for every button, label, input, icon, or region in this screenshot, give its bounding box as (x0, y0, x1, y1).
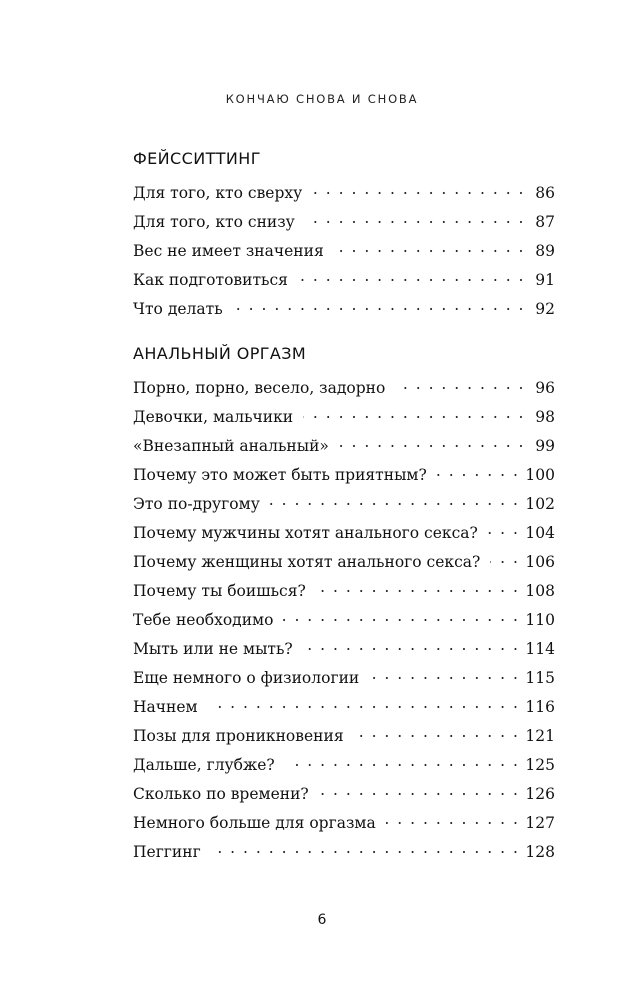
toc-entry-label: Тебе необходимо (133, 610, 274, 629)
toc-entry-page: 89 (535, 241, 555, 260)
toc-entry-page: 96 (535, 378, 555, 397)
toc-entry-page: 128 (525, 842, 555, 861)
toc-entry[interactable] (133, 722, 555, 751)
dot-leader (334, 237, 525, 256)
toc-entry[interactable] (133, 432, 555, 461)
toc-entry-label: Порно, порно, весело, задорно (133, 378, 386, 397)
toc-entry-label: Девочки, мальчики (133, 407, 294, 426)
toc-entry-label: Мыть или не мыть? (133, 639, 293, 658)
dot-leader (369, 664, 519, 683)
toc-entry-label: Еще немного о физиологии (133, 668, 360, 687)
toc-entry[interactable] (133, 780, 555, 809)
dot-leader (285, 751, 520, 770)
toc-entry-label: Почему мужчины хотят анального секса? (133, 523, 478, 542)
toc-entry-page: 127 (525, 813, 555, 832)
toc-entry-page: 86 (535, 183, 555, 202)
toc-entry-label: Почему женщины хотят анального секса? (133, 552, 481, 571)
toc-section-facesitting (133, 148, 555, 324)
toc-entry-page: 108 (525, 581, 555, 600)
toc-entry-page: 121 (525, 726, 555, 745)
toc-entry-page: 114 (525, 639, 555, 658)
toc-entry-label: Для того, кто сверху (133, 183, 303, 202)
toc-section-anal-orgasm (133, 343, 555, 867)
dot-leader (437, 461, 520, 480)
toc-entry-label: Начнем (133, 697, 198, 716)
dot-leader (395, 374, 525, 393)
toc-entry-page: 99 (535, 436, 555, 455)
toc-entry-page: 92 (535, 299, 555, 318)
toc-entry-page: 126 (525, 784, 555, 803)
toc-entry[interactable] (133, 548, 555, 577)
toc-entry-label: Немного больше для оргазма (133, 813, 376, 832)
toc-entry[interactable] (133, 751, 555, 780)
toc-entry[interactable] (133, 606, 555, 635)
running-head: КОНЧАЮ СНОВА И СНОВА (225, 92, 419, 106)
toc-entry-label: Пеггинг (133, 842, 201, 861)
toc-entry-page: 87 (535, 212, 555, 231)
toc-entry-label: Дальше, глубже? (133, 755, 275, 774)
toc-entry[interactable] (133, 266, 555, 295)
toc-entry-page: 110 (525, 610, 555, 629)
dot-leader (303, 635, 520, 654)
toc-entry[interactable] (133, 519, 555, 548)
toc-entry[interactable] (133, 461, 555, 490)
toc-entry[interactable] (133, 179, 555, 208)
toc-entry-label: Вес не имеет значения (133, 241, 324, 260)
toc-entry-label: Позы для проникновения (133, 726, 344, 745)
toc-entry[interactable] (133, 374, 555, 403)
toc-entry-label: Это по-другому (133, 494, 260, 513)
dot-leader (316, 577, 520, 596)
dot-leader (208, 693, 520, 712)
dot-leader (312, 179, 525, 198)
dot-leader (354, 722, 520, 741)
dot-leader (339, 432, 525, 451)
toc-entry-page: 91 (535, 270, 555, 289)
dot-leader (305, 208, 525, 227)
toc-entry[interactable] (133, 693, 555, 722)
section-title: ФЕЙССИТТИНГ (133, 149, 261, 168)
toc-entry[interactable] (133, 664, 555, 693)
toc-entry-page: 102 (525, 494, 555, 513)
dot-leader (270, 490, 520, 509)
dot-leader (386, 809, 520, 828)
toc-entry[interactable] (133, 403, 555, 432)
dot-leader (233, 295, 525, 314)
toc-entry-page: 106 (525, 552, 555, 571)
toc-entry[interactable] (133, 635, 555, 664)
toc-entry-label: Для того, кто снизу (133, 212, 295, 231)
toc-entry-label: Как подготовиться (133, 270, 288, 289)
dot-leader (488, 519, 520, 538)
toc-entry[interactable] (133, 490, 555, 519)
toc-entry-page: 125 (525, 755, 555, 774)
toc-entry[interactable] (133, 838, 555, 867)
toc-entry-page: 116 (525, 697, 555, 716)
dot-leader (490, 548, 519, 567)
toc-entry-page: 98 (535, 407, 555, 426)
toc-entry-page: 104 (525, 523, 555, 542)
page-number: 6 (317, 912, 327, 928)
toc-entry-label: Что делать (133, 299, 223, 318)
toc-entry[interactable] (133, 295, 555, 324)
dot-leader (319, 780, 520, 799)
toc-entry[interactable] (133, 208, 555, 237)
toc-entry-label: «Внезапный анальный» (133, 436, 329, 455)
toc-entry-page: 100 (525, 465, 555, 484)
dot-leader (211, 838, 520, 857)
toc-entry[interactable] (133, 237, 555, 266)
dot-leader (298, 266, 525, 285)
toc-entry-page: 115 (525, 668, 555, 687)
toc-entry[interactable] (133, 577, 555, 606)
toc-entry-label: Почему ты боишься? (133, 581, 306, 600)
toc-entry-label: Почему это может быть приятным? (133, 465, 427, 484)
section-title: АНАЛЬНЫЙ ОРГАЗМ (133, 344, 307, 363)
toc-entry-label: Сколько по времени? (133, 784, 309, 803)
dot-leader (283, 606, 519, 625)
dot-leader (303, 403, 525, 422)
toc-entry[interactable] (133, 809, 555, 838)
